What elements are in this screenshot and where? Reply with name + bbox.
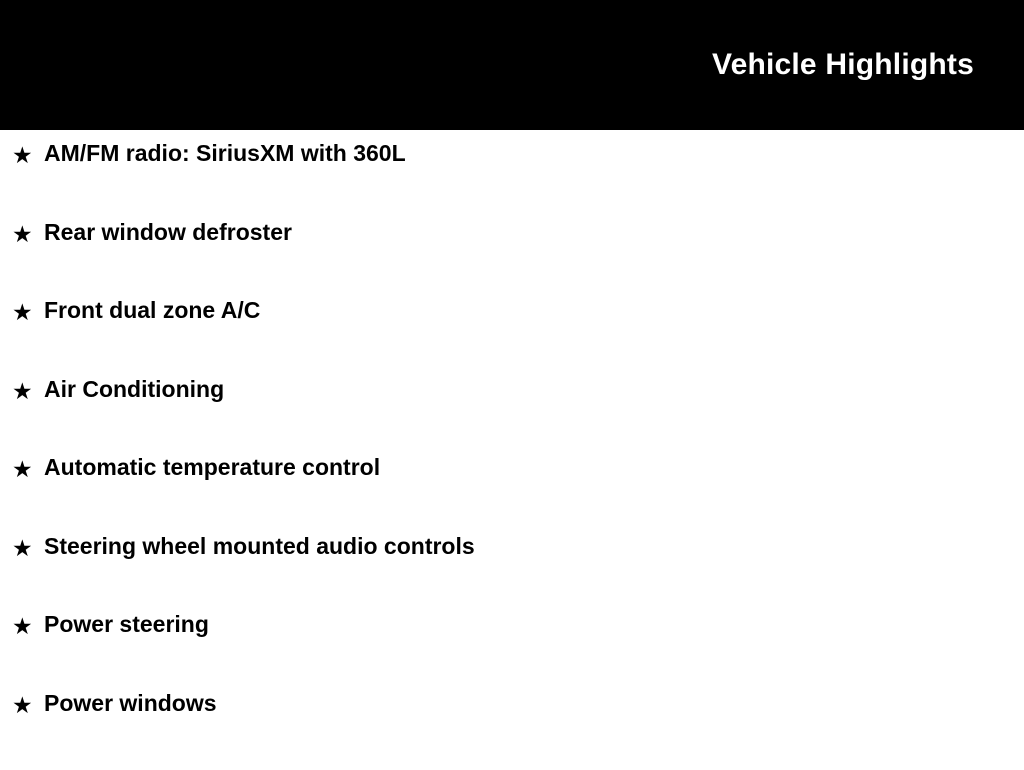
list-item [0, 535, 1024, 614]
list-item [0, 221, 1024, 300]
list-item-label: AM/FM radio: SiriusXM with 360L [44, 142, 406, 165]
star-icon: ★ [12, 537, 44, 560]
star-icon: ★ [12, 694, 44, 717]
list-item [0, 142, 1024, 221]
list-item-label: Power steering [44, 613, 209, 636]
star-icon: ★ [12, 380, 44, 403]
star-icon: ★ [12, 223, 44, 246]
star-icon: ★ [12, 458, 44, 481]
star-icon: ★ [12, 615, 44, 638]
list-item-label: Rear window defroster [44, 221, 292, 244]
list-item [0, 613, 1024, 692]
star-icon: ★ [12, 301, 44, 324]
list-item [0, 692, 1024, 770]
list-item-label: Steering wheel mounted audio controls [44, 535, 475, 558]
list-item [0, 299, 1024, 378]
list-item-label: Automatic temperature control [44, 456, 380, 479]
vehicle-highlights-list [0, 130, 1024, 770]
page-header [0, 0, 1024, 130]
list-item [0, 378, 1024, 457]
list-item-label: Power windows [44, 692, 217, 715]
page-title: Vehicle Highlights [712, 50, 974, 80]
list-item-label: Front dual zone A/C [44, 299, 260, 322]
list-item [0, 456, 1024, 535]
star-icon: ★ [12, 144, 44, 167]
list-item-label: Air Conditioning [44, 378, 224, 401]
